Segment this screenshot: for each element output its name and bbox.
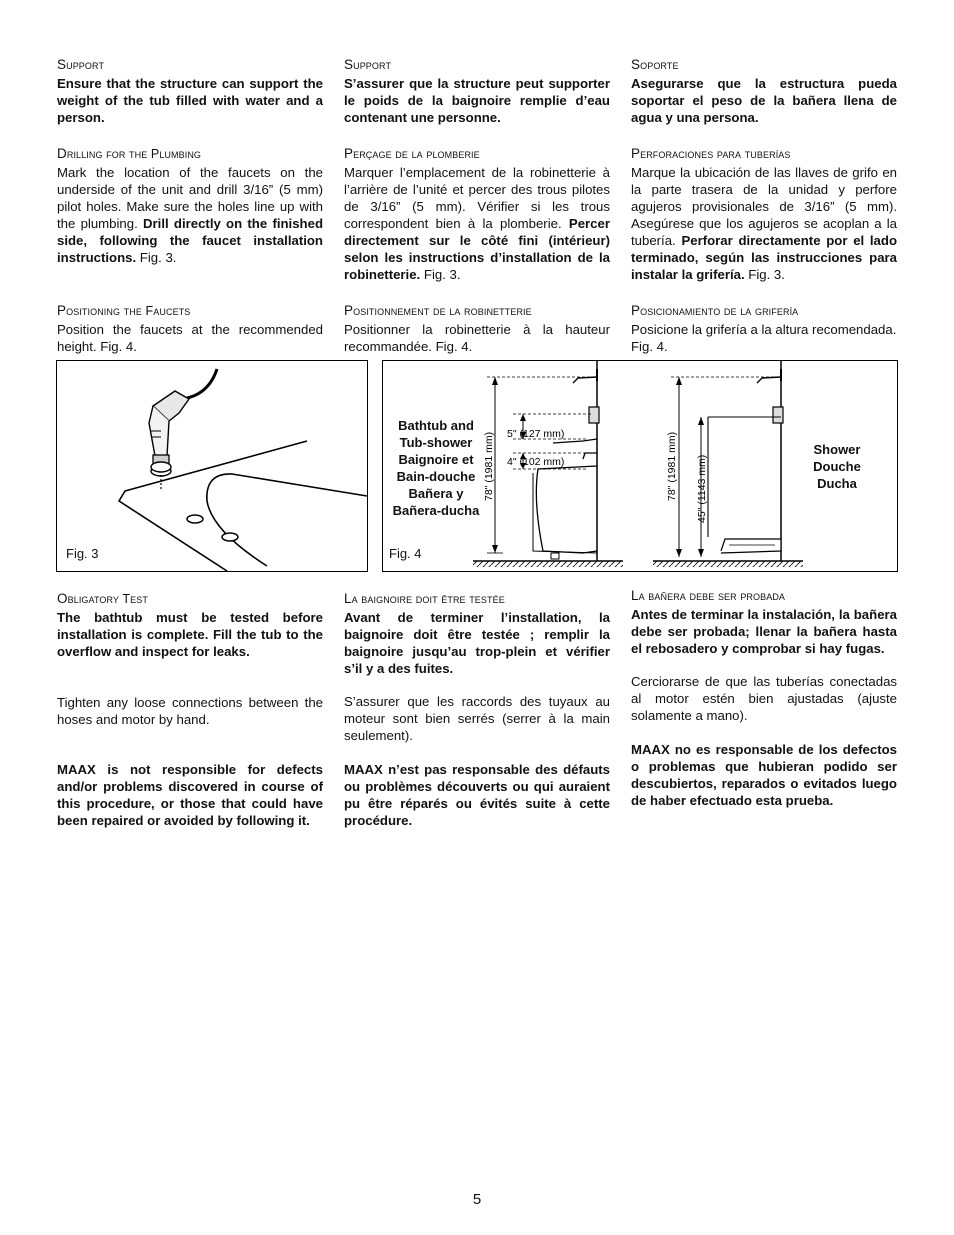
- heading-test-en: Obligatory Test: [57, 591, 148, 606]
- tighten-text-es: Cerciorarse de que las tuberías conectadas al motor estén bien ajustadas (ajuste solamente a mano).: [631, 674, 897, 723]
- drilling-body-es: Marque la ubicación de las llaves de grifo en la parte trasera de la unidad y perfore agujeros provisionales de 3/16” (5 mm). Asegúrese que los agujeros se acoplan a la tubería.: [631, 165, 897, 248]
- shower-caption: [797, 441, 877, 492]
- positioning-text-es: Posicione la grifería a la altura recomendada. Fig. 4.: [631, 322, 897, 354]
- heading-support-en: Support: [57, 57, 105, 72]
- drilling-text-en: [57, 164, 323, 266]
- figure-3-label: Fig. 3: [66, 546, 99, 561]
- drill-illustration: [57, 361, 367, 571]
- section-positioning-fr: [344, 302, 610, 355]
- heading-drilling-fr: Perçage de la plomberie: [344, 146, 480, 161]
- figure-4-label: Fig. 4: [389, 546, 422, 561]
- lower-french: [344, 590, 610, 829]
- support-text-en: Ensure that the structure can support the weight of the tub filled with water and a person.: [57, 76, 323, 125]
- drilling-figref-es: Fig. 3.: [744, 267, 785, 282]
- drilling-text-es: [631, 164, 897, 283]
- section-support-es: [631, 56, 897, 126]
- shower-caption-line: Ducha: [817, 476, 857, 491]
- support-text-es: Asegurarse que la estructura pueda soportar el peso de la bañera llena de agua y una persona.: [631, 76, 897, 125]
- test-text-en: The bathtub must be tested before installation is complete. Fill the tub to the overflow and inspect for leaks.: [57, 610, 323, 659]
- column-french: [344, 56, 610, 355]
- heading-test-es: La bañera debe ser probada: [631, 588, 786, 603]
- bathtub-caption-line: Baignoire et: [398, 452, 474, 467]
- maax-disclaimer-fr: MAAX n’est pas responsable des défauts ou problèmes découverts ou qui auraient pu être réparés ou évités suite à cette procédure.: [344, 762, 610, 828]
- dim-4in-text: 4" (102 mm): [507, 456, 565, 468]
- drilling-bold-fr: Percer directement sur le côté fini (intérieur) selon les instructions d’installation de la robinetterie.: [344, 216, 610, 282]
- heading-test-fr: La baignoire doit être testée: [344, 591, 505, 606]
- test-text-fr: Avant de terminer l’installation, la baignoire doit être testée ; remplir la baignoire jusqu’au trop-plein et vérifier s’il y a des fuites.: [344, 610, 610, 676]
- section-drilling-fr: [344, 145, 610, 283]
- heading-drilling-es: Perforaciones para tuberías: [631, 146, 791, 161]
- heading-support-es: Soporte: [631, 57, 679, 72]
- bathtub-caption-line: Tub-shower: [399, 435, 473, 450]
- page-number: 5: [472, 1191, 482, 1208]
- tighten-text-fr: S’assurer que les raccords des tuyaux au moteur sont bien serrés (serrer à la main seulement).: [344, 694, 610, 743]
- dim-78-left-text: 78" (1981 mm): [483, 431, 495, 501]
- drilling-body-en: Mark the location of the faucets on the underside of the unit and drill 3/16” (5 mm) pilot holes. Make sure the holes line up with the plumbing.: [57, 165, 323, 231]
- drilling-text-fr: [344, 164, 610, 283]
- maax-disclaimer-en: MAAX is not responsible for defects and/or problems discovered in course of this procedure, or those that could have been repaired or avoided by following it.: [57, 762, 323, 828]
- drilling-body-fr: Marquer l’emplacement de la robinetterie à l’arrière de l’unité et percer des trous pilotes de 3/16” (5 mm). Vérifier si les trous correspondent bien à la plomberie.: [344, 165, 610, 231]
- bathtub-caption-line: Bañera y: [408, 486, 464, 501]
- heading-positioning-fr: Positionnement de la robinetterie: [344, 303, 532, 318]
- heading-support-fr: Support: [344, 57, 392, 72]
- drilling-figref-fr: Fig. 3.: [420, 267, 461, 282]
- shower-caption-line: Douche: [813, 459, 861, 474]
- lower-spanish: [631, 587, 897, 809]
- section-positioning-en: [57, 302, 323, 355]
- figure-3-drilling: [56, 360, 368, 572]
- heading-drilling-en: Drilling for the Plumbing: [57, 146, 202, 161]
- heading-positioning-es: Posicionamiento de la grifería: [631, 303, 799, 318]
- heading-positioning-en: Positioning the Faucets: [57, 303, 191, 318]
- bathtub-caption: [387, 417, 485, 519]
- drilling-bold-es: Perforar directamente por el lado terminado, según las instrucciones para instalar la grifería.: [631, 233, 898, 282]
- maax-disclaimer-es: MAAX no es responsable de los defectos o problemas que hubieran podido ser descubiertos, reparados o evitados luego de haber efectuado esta prueba.: [631, 742, 897, 808]
- test-text-es: Antes de terminar la instalación, la bañera debe ser probada; llenar la bañera hasta el rebosadero y comprobar si hay fugas.: [631, 607, 897, 656]
- dim-78-right-text: 78" (1981 mm): [666, 431, 678, 501]
- column-english: [57, 56, 323, 355]
- section-positioning-es: [631, 302, 897, 355]
- column-spanish: [631, 56, 897, 355]
- drilling-figref-en: Fig. 3.: [136, 250, 177, 265]
- bathtub-caption-line: Bain-douche: [396, 469, 476, 484]
- figure-4-faucet-height: [382, 360, 898, 572]
- section-support-en: [57, 56, 323, 126]
- bathtub-caption-line: Bañera-ducha: [392, 503, 480, 518]
- support-text-fr: S’assurer que la structure peut supporter le poids de la baignoire remplie d’eau contenant une personne.: [344, 76, 610, 125]
- tighten-text-en: Tighten any loose connections between the hoses and motor by hand.: [57, 695, 323, 727]
- section-support-fr: [344, 56, 610, 126]
- section-drilling-es: [631, 145, 897, 283]
- shower-caption-line: Shower: [813, 442, 861, 457]
- positioning-text-fr: Positionner la robinetterie à la hauteur recommandée. Fig. 4.: [344, 322, 610, 354]
- lower-english: [57, 590, 323, 829]
- section-drilling-en: [57, 145, 323, 266]
- positioning-text-en: Position the faucets at the recommended height. Fig. 4.: [57, 322, 323, 354]
- drilling-bold-en: Drill directly on the finished side, following the faucet installation instructions.: [57, 216, 323, 265]
- dim-5in-text: 5" (127 mm): [507, 428, 565, 440]
- bathtub-caption-line: Bathtub and: [398, 418, 474, 433]
- dim-45-text: 45" (1143 mm): [696, 454, 708, 523]
